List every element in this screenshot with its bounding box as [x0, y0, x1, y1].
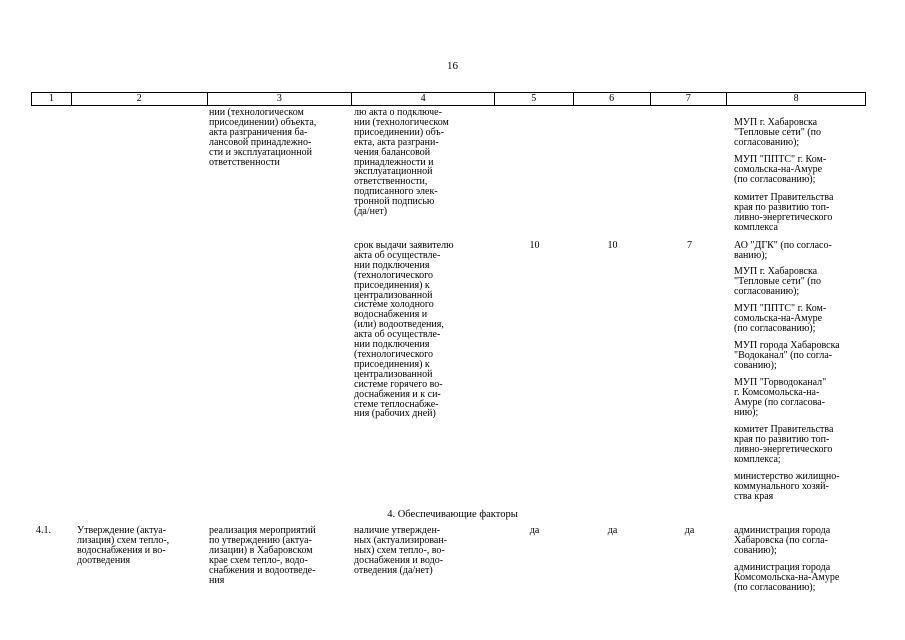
row41-col4-indicator: наличие утвержден- ных (актуализирован- ных) схем тепло-, во- доснабжения и водо- отведения (да/нет): [354, 525, 448, 576]
row41-number: 4.1.: [36, 525, 51, 536]
row41-col7-value: да: [684, 525, 695, 536]
row2-col6-value: 10: [607, 240, 618, 251]
row2-col4-indicator: срок выдачи заявителю акта об осуществле- нии подключения (технологического присоединения) к централизованной системе холодного водоснабжения и (или) водоотведения, акта об осуществле- нии подключения (технологического присоединения) к централизованной системе горячего во- доснабжения и к си- стеме теплоснабже- ния (рабочих дней): [354, 240, 454, 420]
row1-col8-org-3: комитет Правительства края по развитию топ- ливно-энергетического комплекса: [734, 192, 834, 233]
row2-col7-value: 7: [687, 240, 692, 251]
row41-col8-org-2: администрация города Комсомольска-на-Амуре (по согласованию);: [734, 562, 840, 593]
row41-col6-value: да: [607, 525, 618, 536]
table-header-row: [31, 92, 866, 106]
header-col-4: 4: [352, 93, 495, 105]
header-col-7: 7: [651, 93, 728, 105]
row2-col8-org-1: АО "ДГК" (по согласо- ванию);: [734, 240, 832, 261]
cont-col3-text: нии (технологическом присоединении) объекта, акта разграничения ба- лансовой принадлежно- сти и эксплуатационной ответственности: [209, 107, 317, 168]
header-col-3: 3: [208, 93, 353, 105]
row41-col3-measure: реализация мероприятий по утверждению (актуа- лизации) в Хабаровском крае схем тепло-, водо- снабжения и водоотведе- ния: [209, 525, 316, 586]
row1-col8-org-1: МУП г. Хабаровска "Тепловые сети" (по согласованию);: [734, 117, 821, 148]
page-number: 16: [447, 60, 458, 72]
row41-col5-value: да: [529, 525, 540, 536]
row2-col8-org-2: МУП г. Хабаровска "Тепловые сети" (по согласованию);: [734, 266, 821, 297]
row2-col8-org-7: министерство жилищно- коммунального хозяй- ства края: [734, 471, 840, 502]
section-title: 4. Обеспечивающие факторы: [387, 509, 518, 520]
row1-col4-indicator: лю акта о подключе- нии (технологическом присоединении) объ- екта, акта разграни- чения балансовой принадлежности и эксплуатационной ответственности, подписанного элек- тронной подписью (да/нет): [354, 107, 449, 218]
row2-col8-org-5: МУП "Горводоканал" г. Комсомольска-на- Амуре (по согласова- нию);: [734, 377, 827, 418]
row2-col8-org-6: комитет Правительства края по развитию топ- ливно-энергетического комплекса;: [734, 424, 834, 465]
row41-col2-task: Утверждение (актуа- лизация) схем тепло-, водоснабжения и во- доотведения: [77, 525, 170, 566]
row2-col8-org-3: МУП "ППТС" г. Ком- сомольска-на-Амуре (по согласованию);: [734, 303, 827, 334]
header-col-2: 2: [72, 93, 208, 105]
row2-col5-value: 10: [529, 240, 540, 251]
header-col-6: 6: [574, 93, 651, 105]
row1-col8-org-2: МУП "ППТС" г. Ком- сомольска-на-Амуре (по согласованию);: [734, 154, 827, 185]
row41-col8-org-1: администрация города Хабаровска (по согла- сованию);: [734, 525, 831, 556]
header-col-1: 1: [32, 93, 72, 105]
header-col-8: 8: [793, 93, 799, 104]
row2-col8-org-4: МУП города Хабаровска "Водоканал" (по согла- сованию);: [734, 340, 840, 371]
header-col-5: 5: [495, 93, 574, 105]
